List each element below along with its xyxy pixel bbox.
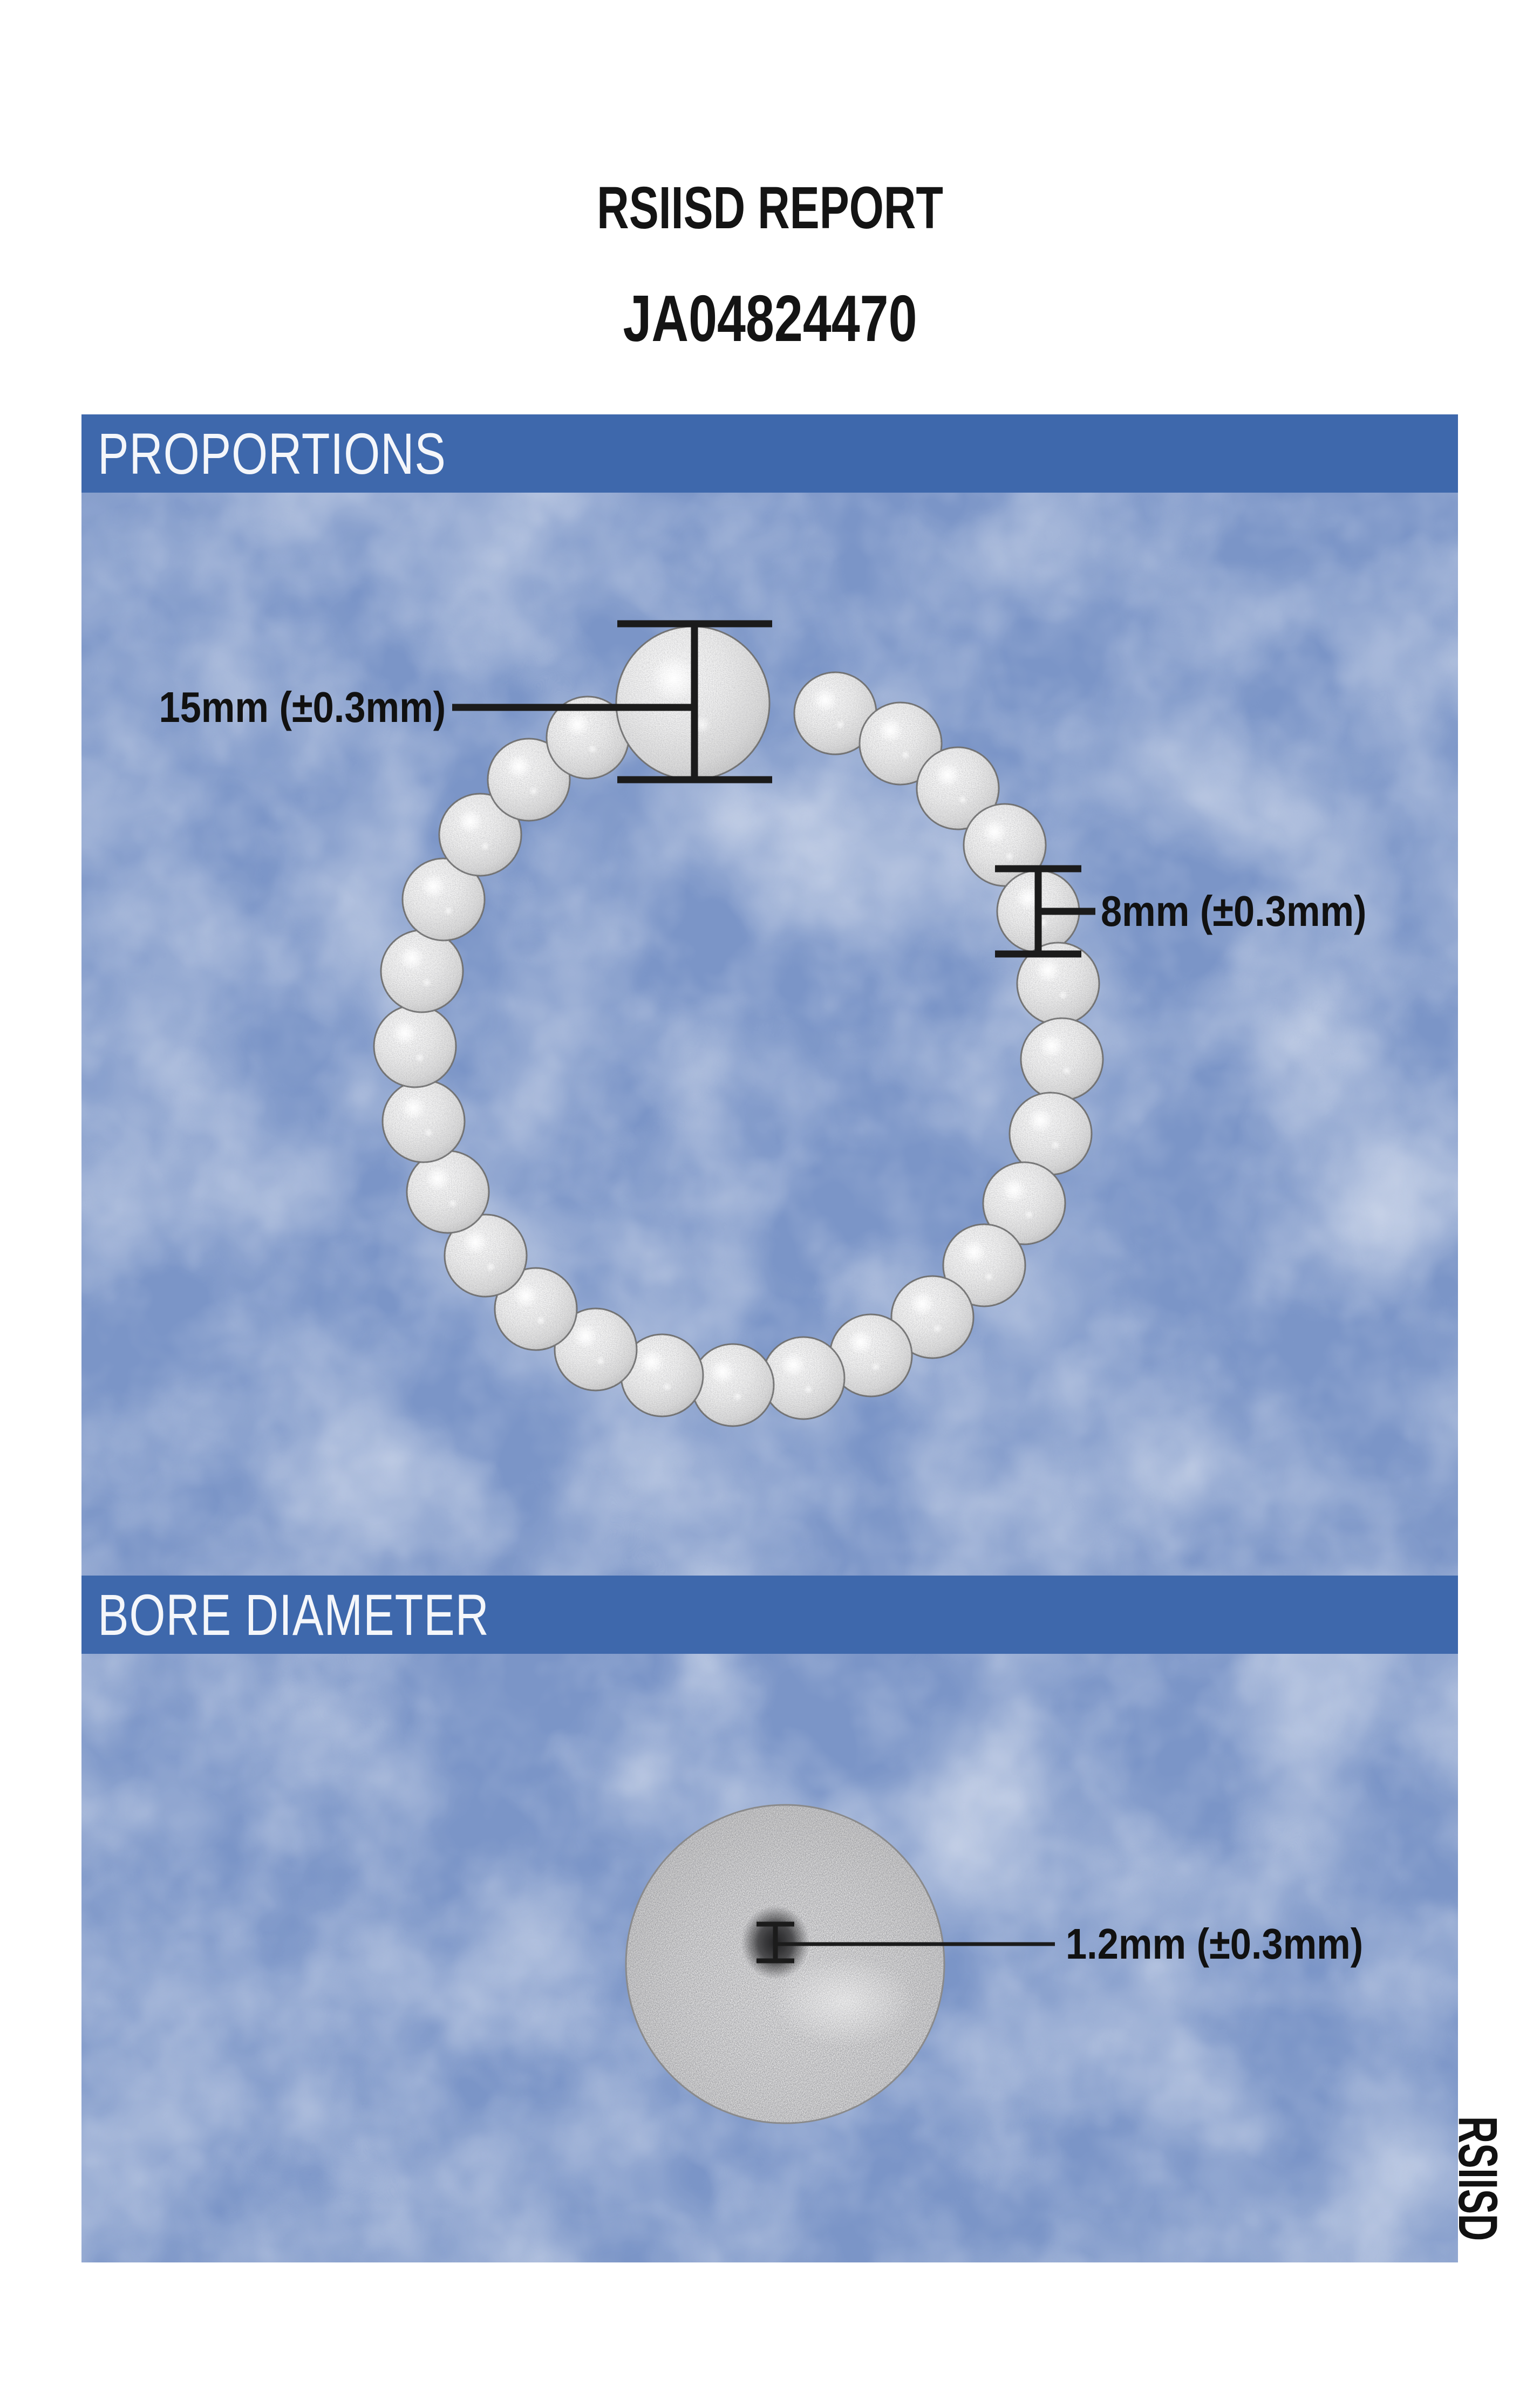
section-header-bore <box>81 1576 1458 1654</box>
bore-bead-figure <box>626 1805 944 2123</box>
side-watermark-label: RSIISD <box>1447 2116 1509 2241</box>
side-watermark <box>1447 2116 1509 2300</box>
report-number: JA04824470 <box>623 282 917 355</box>
section-header-proportions <box>81 414 1458 493</box>
section-header-proportions-label: PROPORTIONS <box>98 420 446 486</box>
measurement-label-8mm: 8mm (±0.3mm) <box>1101 887 1367 935</box>
page-title: RSIISD REPORT <box>597 175 943 241</box>
measurement-label-15mm: 15mm (±0.3mm) <box>159 683 446 731</box>
measurement-label-bore: 1.2mm (±0.3mm) <box>1066 1920 1364 1968</box>
section-header-bore-label: BORE DIAMETER <box>98 1581 489 1647</box>
